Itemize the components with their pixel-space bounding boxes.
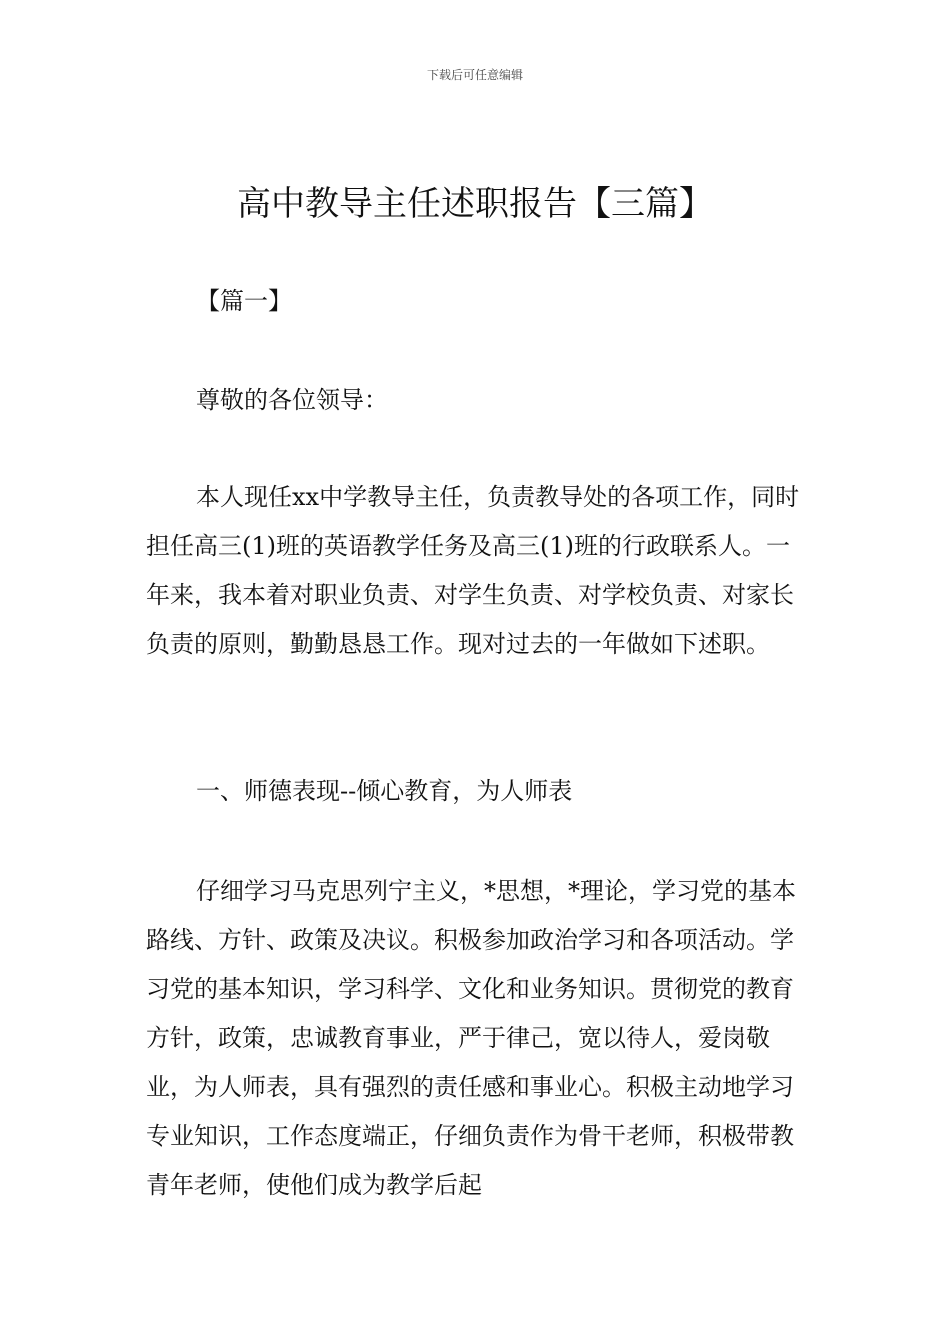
section-heading-ethics: 一、师德表现--倾心教育，为人师表	[196, 777, 573, 805]
document-title: 高中教导主任述职报告【三篇】	[237, 184, 713, 224]
header-note: 下载后可任意编辑	[426, 68, 523, 82]
section-label: 【篇一】	[196, 287, 292, 315]
paragraph-ethics: 仔细学习马克思列宁主义，*思想，*理论，学习党的基本路线、方针、政策及决议。积极参加政治学习和各项活动。学习党的基本知识，学习科学、文化和业务知识。贯彻党的教育方针，政策，忠诚教育事业，严于律己，宽以待人，爱岗敬业，为人师表，具有强烈的责任感和事业心。积极主动地学习专业知识，工作态度端正，仔细负责作为骨干老师，积极带教青年老师，使他们成为教学后起	[146, 877, 796, 1199]
paragraph-intro: 本人现任xx中学教导主任，负责教导处的各项工作，同时担任高三(1)班的英语教学任务及高三(1)班的行政联系人。一年来，我本着对职业负责、对学生负责、对学校负责、对家长负责的原则，勤勤恳恳工作。现对过去的一年做如下述职。	[146, 483, 800, 658]
salutation: 尊敬的各位领导：	[196, 386, 388, 414]
